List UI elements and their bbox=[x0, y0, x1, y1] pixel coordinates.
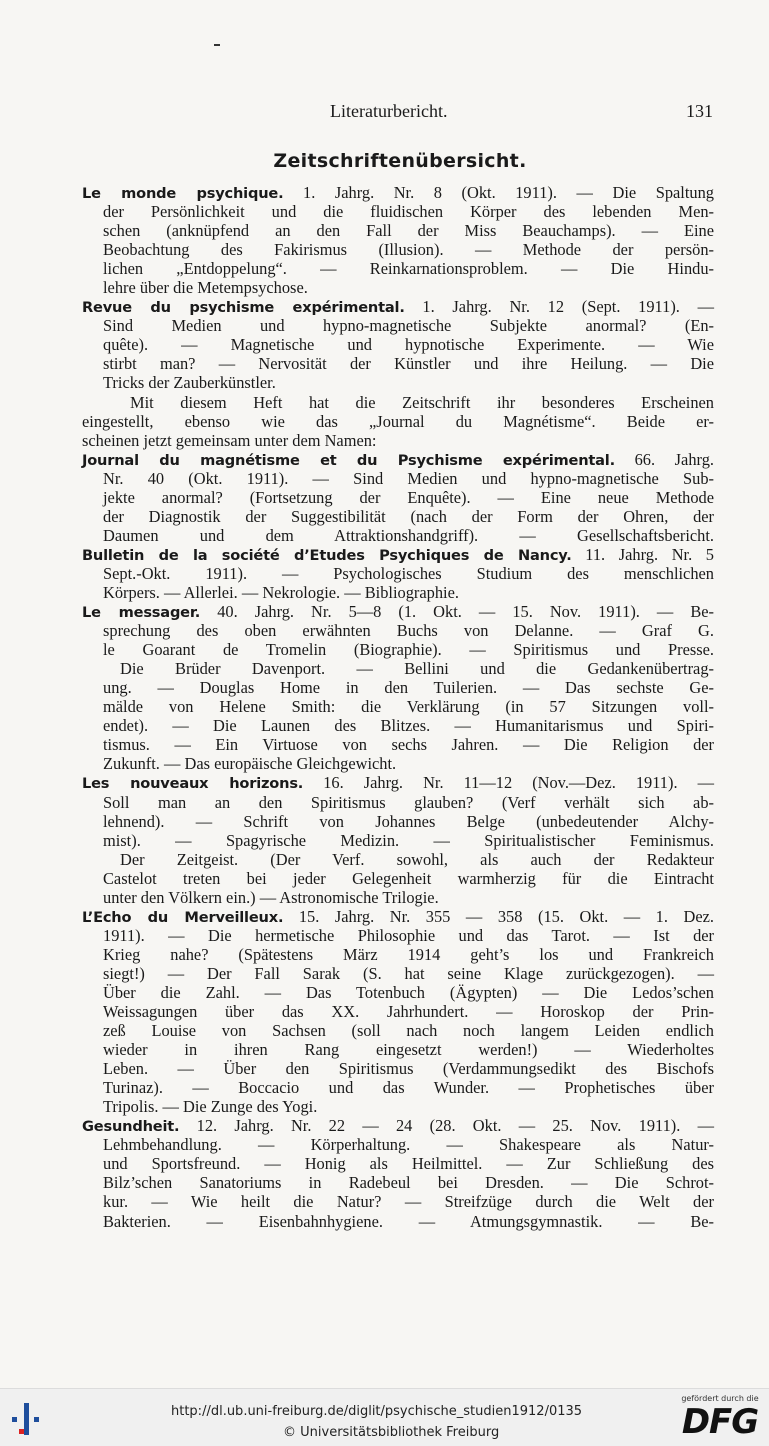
line-text: 40. Jahrg. Nr. 5—8 (1. Okt. — 15. Nov. 1911). — Be- bbox=[200, 602, 714, 622]
entry-heading-line bbox=[82, 545, 714, 564]
line-text: 1911). — Die hermetische Philosophie und das Tarot. — Ist der bbox=[103, 925, 714, 945]
line-text: Über die Zahl. — Das Totenbuch (Ägypten) — Die Ledos’schen bbox=[103, 982, 714, 1002]
journal-title: Bulletin de la société d’Etudes Psychiques de Nancy. bbox=[82, 546, 572, 564]
text-line bbox=[82, 754, 714, 773]
text-line bbox=[82, 697, 714, 716]
text-line bbox=[82, 812, 714, 831]
journal-title: Le messager. bbox=[82, 604, 201, 622]
line-text: le Goarant de Tromelin (Biographie). — Spiritismus und Presse. bbox=[103, 640, 714, 660]
line-text: quête). — Magnetische und hypnotische Experimente. — Wie bbox=[103, 335, 714, 355]
line-text: schen (anknüpfend an den Fall der Miss Beauchamps). — Eine bbox=[103, 221, 714, 241]
line-text: Leben. — Über den Spiritismus (Verdammungsedikt des Bischofs bbox=[103, 1059, 714, 1079]
line-text: Mit diesem Heft hat die Zeitschrift ihr besonderes Erscheinen bbox=[130, 392, 714, 412]
text-line bbox=[82, 1078, 714, 1097]
entry-heading-line bbox=[82, 297, 714, 316]
line-text: stirbt man? — Nervosität der Künstler und ihre Heilung. — Die bbox=[103, 354, 714, 374]
text-line bbox=[82, 526, 714, 545]
line-text: 12. Jahrg. Nr. 22 — 24 (28. Okt. — 25. Nov. 1911). — bbox=[179, 1116, 714, 1136]
line-text: unter den Völkern ein.) — Astronomische Trilogie. bbox=[103, 887, 439, 907]
text-line bbox=[82, 716, 714, 735]
line-text: mist). — Spagyrische Medizin. — Spiritualistischer Feminismus. bbox=[103, 830, 714, 850]
line-text: Bakterien. — Eisenbahnhygiene. — Atmungsgymnastik. — Be- bbox=[103, 1211, 714, 1231]
line-text: 15. Jahrg. Nr. 355 — 358 (15. Okt. — 1. Dez. bbox=[283, 906, 714, 926]
line-text: siegt!) — Der Fall Sarak (S. hat seine Klage zurückgezogen). — bbox=[103, 963, 714, 983]
text-line bbox=[82, 1212, 714, 1231]
text-line bbox=[82, 945, 714, 964]
line-text: Die Brüder Davenport. — Bellini und die Gedankenübertrag- bbox=[120, 659, 714, 679]
line-text: wieder in ihren Rang eingesetzt werden!) — Wiederholtes bbox=[103, 1040, 714, 1060]
line-text: scheinen jetzt gemeinsam unter dem Namen: bbox=[82, 430, 377, 450]
page-mark bbox=[214, 44, 220, 46]
text-line bbox=[82, 621, 714, 640]
text-line bbox=[82, 659, 714, 678]
text-line bbox=[82, 373, 714, 392]
line-text: 1. Jahrg. Nr. 8 (Okt. 1911). — Die Spaltung bbox=[283, 183, 714, 202]
line-text: sprechung des oben erwähnten Buchs von Delanne. — Graf G. bbox=[103, 621, 714, 641]
journal-title: Journal du magnétisme et du Psychisme expérimental. bbox=[82, 451, 615, 469]
line-text: Weissagungen über das XX. Jahrhundert. — Horoskop der Prin- bbox=[103, 1002, 714, 1022]
entry-heading-line bbox=[82, 602, 714, 621]
text-line bbox=[82, 1097, 714, 1116]
line-text: Krieg nahe? (Spätestens März 1914 geht’s los und Frankreich bbox=[103, 944, 714, 964]
journal-title: Revue du psychisme expérimental. bbox=[82, 299, 405, 317]
text-line bbox=[82, 1135, 714, 1154]
text-line bbox=[82, 259, 714, 278]
library-logo-icon bbox=[10, 1399, 44, 1439]
text-line bbox=[82, 1021, 714, 1040]
line-text: Sept.-Okt. 1911). — Psychologisches Studium des menschlichen bbox=[103, 563, 714, 583]
body-text bbox=[82, 183, 714, 1231]
line-text: eingestellt, ebenso wie das „Journal du Magnétisme“. Beide er- bbox=[82, 411, 714, 431]
text-line bbox=[82, 354, 714, 373]
line-text: Soll man an den Spiritismus glauben? (Verf verhält sich ab- bbox=[103, 792, 714, 812]
entry-heading-line bbox=[82, 1116, 714, 1135]
running-head-title: Literaturbericht. bbox=[330, 101, 448, 121]
running-head bbox=[0, 101, 769, 125]
dfg-logo-text: DFG bbox=[681, 1402, 759, 1442]
journal-title: Le monde psychique. bbox=[82, 185, 284, 202]
text-line bbox=[82, 469, 714, 488]
line-text: tismus. — Ein Virtuose von sechs Jahren. — Die Religion der bbox=[103, 735, 714, 755]
line-text: Der Zeitgeist. (Der Verf. sowohl, als auch der Redakteur bbox=[120, 849, 714, 869]
text-line bbox=[82, 888, 714, 907]
line-text: Tricks der Zauberkünstler. bbox=[103, 373, 276, 393]
line-text: lichen „Entdoppelung“. — Reinkarnationsproblem. — Die Hindu- bbox=[103, 259, 714, 279]
line-text: Castelot treten bei jeder Gelegenheit warmherzig für die Eintracht bbox=[103, 868, 714, 888]
text-line bbox=[82, 926, 714, 945]
line-text: der Persönlichkeit und die fluidischen Körper des lebenden Men- bbox=[103, 202, 714, 222]
text-line bbox=[82, 1154, 714, 1173]
section-title: Zeitschriftenübersicht. bbox=[273, 150, 527, 172]
dfg-logo-icon bbox=[680, 1394, 760, 1442]
text-line bbox=[82, 735, 714, 754]
line-text: Lehmbehandlung. — Körperhaltung. — Shakespeare als Natur- bbox=[103, 1135, 714, 1155]
viewer-footer bbox=[0, 1388, 769, 1446]
line-text: lehnend). — Schrift von Johannes Belge (unbedeutender Alchy- bbox=[103, 811, 714, 831]
text-line bbox=[82, 1002, 714, 1021]
text-line bbox=[82, 1040, 714, 1059]
line-text: Sind Medien und hypno-magnetische Subjekte anormal? (En- bbox=[103, 316, 714, 336]
line-text: 1. Jahrg. Nr. 12 (Sept. 1911). — bbox=[404, 297, 715, 317]
line-text: Nr. 40 (Okt. 1911). — Sind Medien und hypno-magnetische Sub- bbox=[103, 468, 714, 488]
line-text: Beobachtung des Fakirismus (Illusion). — Methode der persön- bbox=[103, 240, 714, 260]
line-text: 66. Jahrg. bbox=[614, 449, 714, 469]
entry-heading-line bbox=[82, 450, 714, 469]
text-line bbox=[82, 964, 714, 983]
text-line bbox=[82, 583, 714, 602]
text-line bbox=[82, 1192, 714, 1211]
journal-title: L’Echo du Merveilleux. bbox=[82, 908, 284, 926]
journal-title: Les nouveaux horizons. bbox=[82, 775, 304, 793]
line-text: jekte anormal? (Fortsetzung der Enquête). — Eine neue Methode bbox=[103, 487, 714, 507]
text-line bbox=[82, 793, 714, 812]
text-line bbox=[82, 412, 714, 431]
text-line bbox=[82, 221, 714, 240]
text-line bbox=[82, 678, 714, 697]
entry-heading-line bbox=[82, 773, 714, 792]
text-line bbox=[82, 431, 714, 450]
text-line bbox=[82, 869, 714, 888]
line-text: Körpers. — Allerlei. — Nekrologie. — Bibliographie. bbox=[103, 582, 459, 602]
text-line bbox=[82, 393, 714, 412]
page-number: 131 bbox=[686, 101, 713, 121]
text-line bbox=[82, 507, 714, 526]
entry-heading-line bbox=[82, 183, 714, 202]
line-text: zeß Louise von Sachsen (soll nach noch langem Leiden endlich bbox=[103, 1021, 714, 1041]
text-line bbox=[82, 983, 714, 1002]
entry-heading-line bbox=[82, 907, 714, 926]
journal-title: Gesundheit. bbox=[82, 1118, 180, 1136]
line-text: Bilz’schen Sanatoriums in Radebeul bei Dresden. — Die Schrot- bbox=[103, 1173, 714, 1193]
line-text: lehre über die Metempsychose. bbox=[103, 278, 308, 298]
text-line bbox=[82, 335, 714, 354]
line-text: 16. Jahrg. Nr. 11—12 (Nov.—Dez. 1911). — bbox=[303, 773, 714, 793]
text-line bbox=[82, 640, 714, 659]
line-text: 11. Jahrg. Nr. 5 bbox=[571, 544, 715, 564]
line-text: Zukunft. — Das europäische Gleichgewicht. bbox=[103, 754, 397, 774]
text-line bbox=[82, 316, 714, 335]
line-text: und Sportsfreund. — Honig als Heilmittel. — Zur Schließung des bbox=[103, 1154, 714, 1174]
text-line bbox=[82, 240, 714, 259]
text-line bbox=[82, 850, 714, 869]
line-text: endet). — Die Launen des Blitzes. — Humanitarismus und Spiri- bbox=[103, 716, 714, 736]
line-text: Daumen und dem Attraktionshandgriff). — Gesellschaftsbericht. bbox=[103, 525, 714, 545]
line-text: ung. — Douglas Home in den Tuilerien. — Das sechste Ge- bbox=[103, 678, 714, 698]
dfg-tagline: gefördert durch die bbox=[681, 1394, 759, 1403]
text-line bbox=[82, 278, 714, 297]
line-text: der Diagnostik der Suggestibilität (nach der Form der Ohren, der bbox=[103, 506, 714, 526]
copyright-notice: © Universitätsbibliothek Freiburg bbox=[283, 1425, 500, 1440]
text-line bbox=[82, 1173, 714, 1192]
source-url-link[interactable]: http://dl.ub.uni-freiburg.de/diglit/psychische_studien1912/0135 bbox=[171, 1404, 583, 1419]
line-text: kur. — Wie heilt die Natur? — Streifzüge durch die Welt der bbox=[103, 1192, 714, 1212]
text-line bbox=[82, 202, 714, 221]
text-line bbox=[82, 1059, 714, 1078]
line-text: Turinaz). — Boccacio und das Wunder. — Prophetisches über bbox=[103, 1078, 714, 1098]
text-line bbox=[82, 831, 714, 850]
line-text: mälde von Helene Smith: die Verklärung (in 57 Sitzungen voll- bbox=[103, 697, 714, 717]
text-line bbox=[82, 564, 714, 583]
line-text: Tripolis. — Die Zunge des Yogi. bbox=[103, 1097, 318, 1117]
text-line bbox=[82, 488, 714, 507]
